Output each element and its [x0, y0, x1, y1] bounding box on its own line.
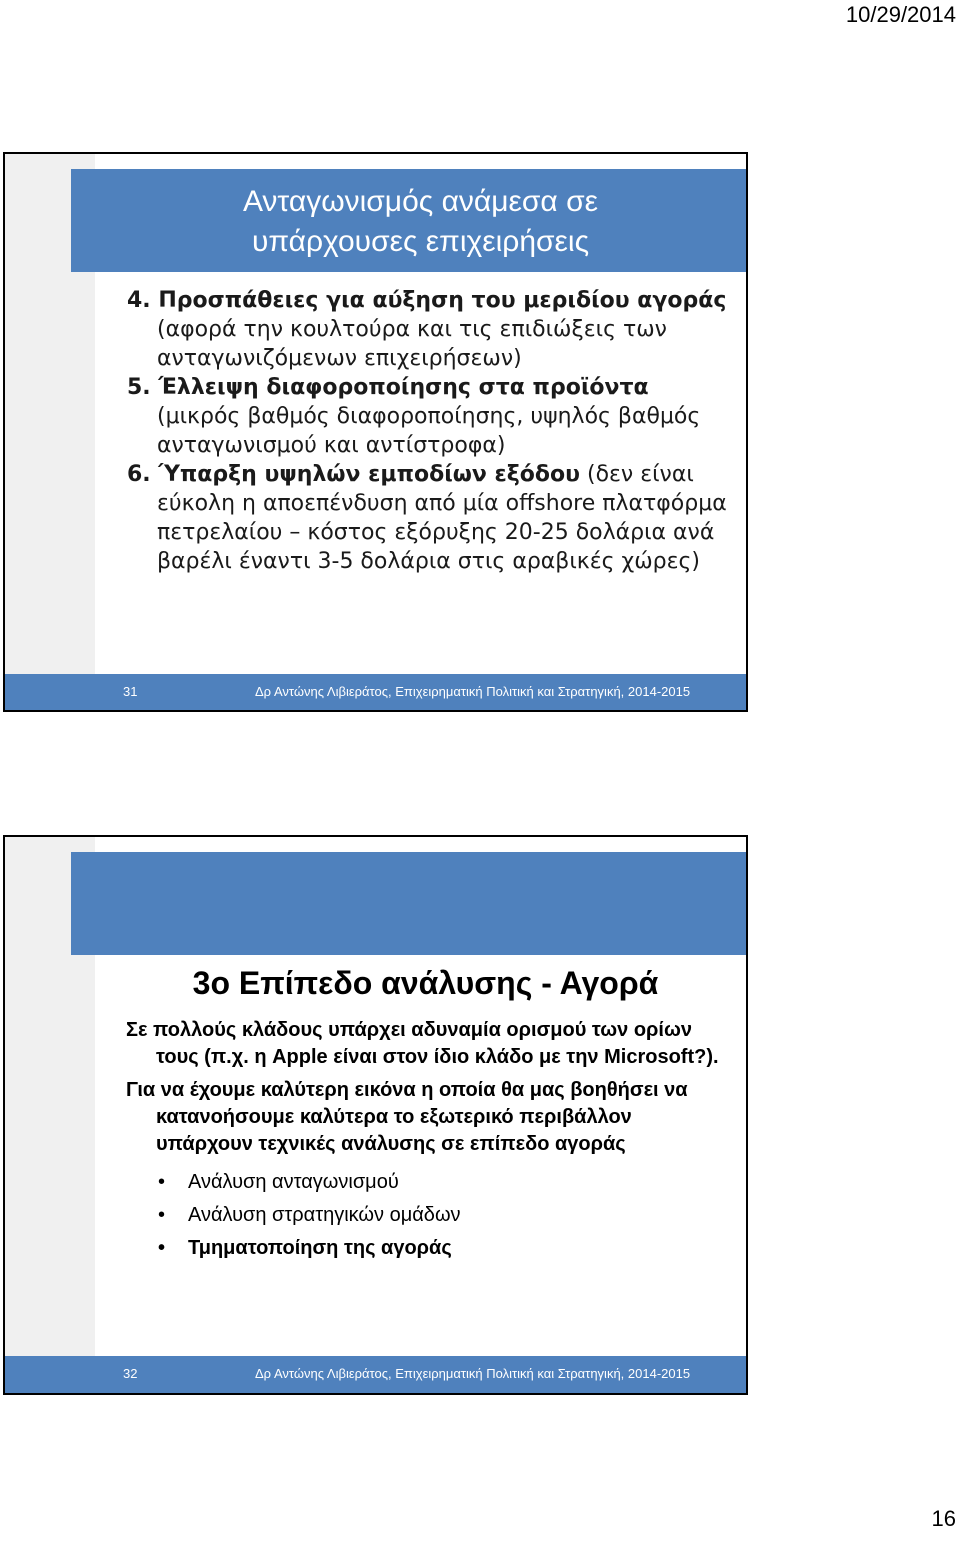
item-detail: (δεν είναι εύκολη η αποεπένδυση από μία offshore πλατφόρμα πετρελαίου – κόστος εξόρυξης 20-25 δολάρια ανά βαρέλι έναντι 3-5 δολάρια στις αραβικές χώρες) [157, 462, 727, 574]
item-detail: (αφορά την κουλτούρα και τις επιδιώξεις των ανταγωνιζόμενων επιχειρήσεων) [157, 317, 667, 371]
slide-title-bar [71, 852, 746, 955]
slide-number: 32 [123, 1366, 138, 1381]
slide-body [126, 1017, 726, 1265]
list-item [127, 286, 727, 373]
bullet-list [126, 1166, 726, 1265]
slide-footer [5, 674, 746, 712]
bullet-item: • Τμηματοποίηση της αγοράς [158, 1232, 726, 1265]
list-item [127, 460, 727, 576]
page-date: 10/29/2014 [845, 2, 956, 27]
slide-32 [3, 835, 748, 1395]
page-number: 16 [931, 1506, 956, 1531]
slide-title [105, 182, 736, 262]
slide-title: 3ο Επίπεδο ανάλυσης - Αγορά [192, 965, 659, 1001]
slide-footer [5, 1356, 746, 1394]
slide-31 [3, 152, 748, 712]
footer-text: Δρ Αντώνης Λιβιεράτος, Επιχειρηματική Πολιτική και Στρατηγική, 2014-2015 [255, 1366, 691, 1381]
slide-title-line-2: υπάρχουσες επιχειρήσεις [251, 225, 590, 258]
slide-body [127, 286, 727, 576]
paragraph: Για να έχουμε καλύτερη εικόνα η οποία θα μας βοηθήσει να κατανοήσουμε καλύτερα το εξωτερικό περιβάλλον υπάρχουν τεχνικές ανάλυσης σε επίπεδο αγοράς [126, 1079, 688, 1155]
slide-number: 31 [123, 684, 138, 699]
bullet-item: • Ανάλυση ανταγωνισμού [158, 1166, 726, 1199]
paragraph: Σε πολλούς κλάδους υπάρχει αδυναμία ορισμού των ορίων τους (π.χ. η Apple είναι στον ίδιο κλάδο με την Microsoft?). [126, 1019, 719, 1068]
footer-text: Δρ Αντώνης Λιβιεράτος, Επιχειρηματική Πολιτική και Στρατηγική, 2014-2015 [255, 684, 691, 699]
list-item [127, 373, 727, 460]
item-heading: 6. Ύπαρξη υψηλών εμποδίων εξόδου [127, 462, 580, 487]
bullet-item: • Ανάλυση στρατηγικών ομάδων [158, 1199, 726, 1232]
item-heading: 4. Προσπάθειες για αύξηση του μεριδίου αγοράς [127, 288, 727, 313]
item-detail: (μικρός βαθμός διαφοροποίησης, υψηλός βαθμός ανταγωνισμού και αντίστροφα) [157, 404, 701, 458]
item-heading: 5. Έλλειψη διαφοροποίησης στα προϊόντα [127, 375, 649, 400]
slide-title-line-1: Ανταγωνισμός ανάμεσα σε [242, 185, 599, 218]
